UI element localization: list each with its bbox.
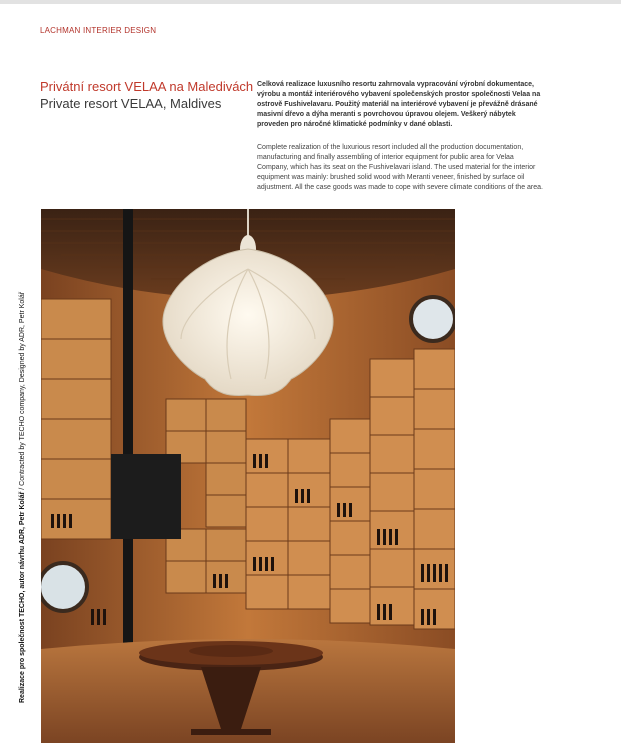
page-title-czech: Privátní resort VELAA na Maledivách xyxy=(40,79,254,94)
brand-header: LACHMAN INTERIER DESIGN xyxy=(40,26,157,35)
description-english: Complete realization of the luxurious resort included all the production documentation, manufacturing and finally assembling of interior equipment for public area for Velaa Company, which has its seat on the Fushivelavari island. The used material for the interior equipment was mainly: brushed solid wood with Meranti veneer, finished by surface oil adjustment. All the case goods was made to cope with severe climate conditions of the area. xyxy=(257,144,543,191)
photo-credit xyxy=(18,283,28,703)
page-title-english: Private resort VELAA, Maldives xyxy=(40,96,222,111)
credit-english: / Contracted by TECHO company, Designed by ADR, Petr Kolář xyxy=(19,291,26,492)
credit-czech: Realizace pro společnost TECHO, autor návrhu ADR, Petr Kolář xyxy=(19,491,26,703)
top-rule xyxy=(0,0,621,4)
wine-cellar-photo xyxy=(41,209,455,743)
description-czech: Celková realizace luxusního resortu zahrnovala vypracování výrobní dokumentace, výrobu a montáž interiérového vybavení společenských prostor společnosti Velaa na ostrově Fushivelavaru. Použitý materiál na interiérové vybavení je převážně drásané masivní dřevo a dýha meranti s povrchovou úpravou olejem. Veškerý nábytek proveden pro náročné klimatické podmínky v dané oblasti. xyxy=(257,81,541,128)
